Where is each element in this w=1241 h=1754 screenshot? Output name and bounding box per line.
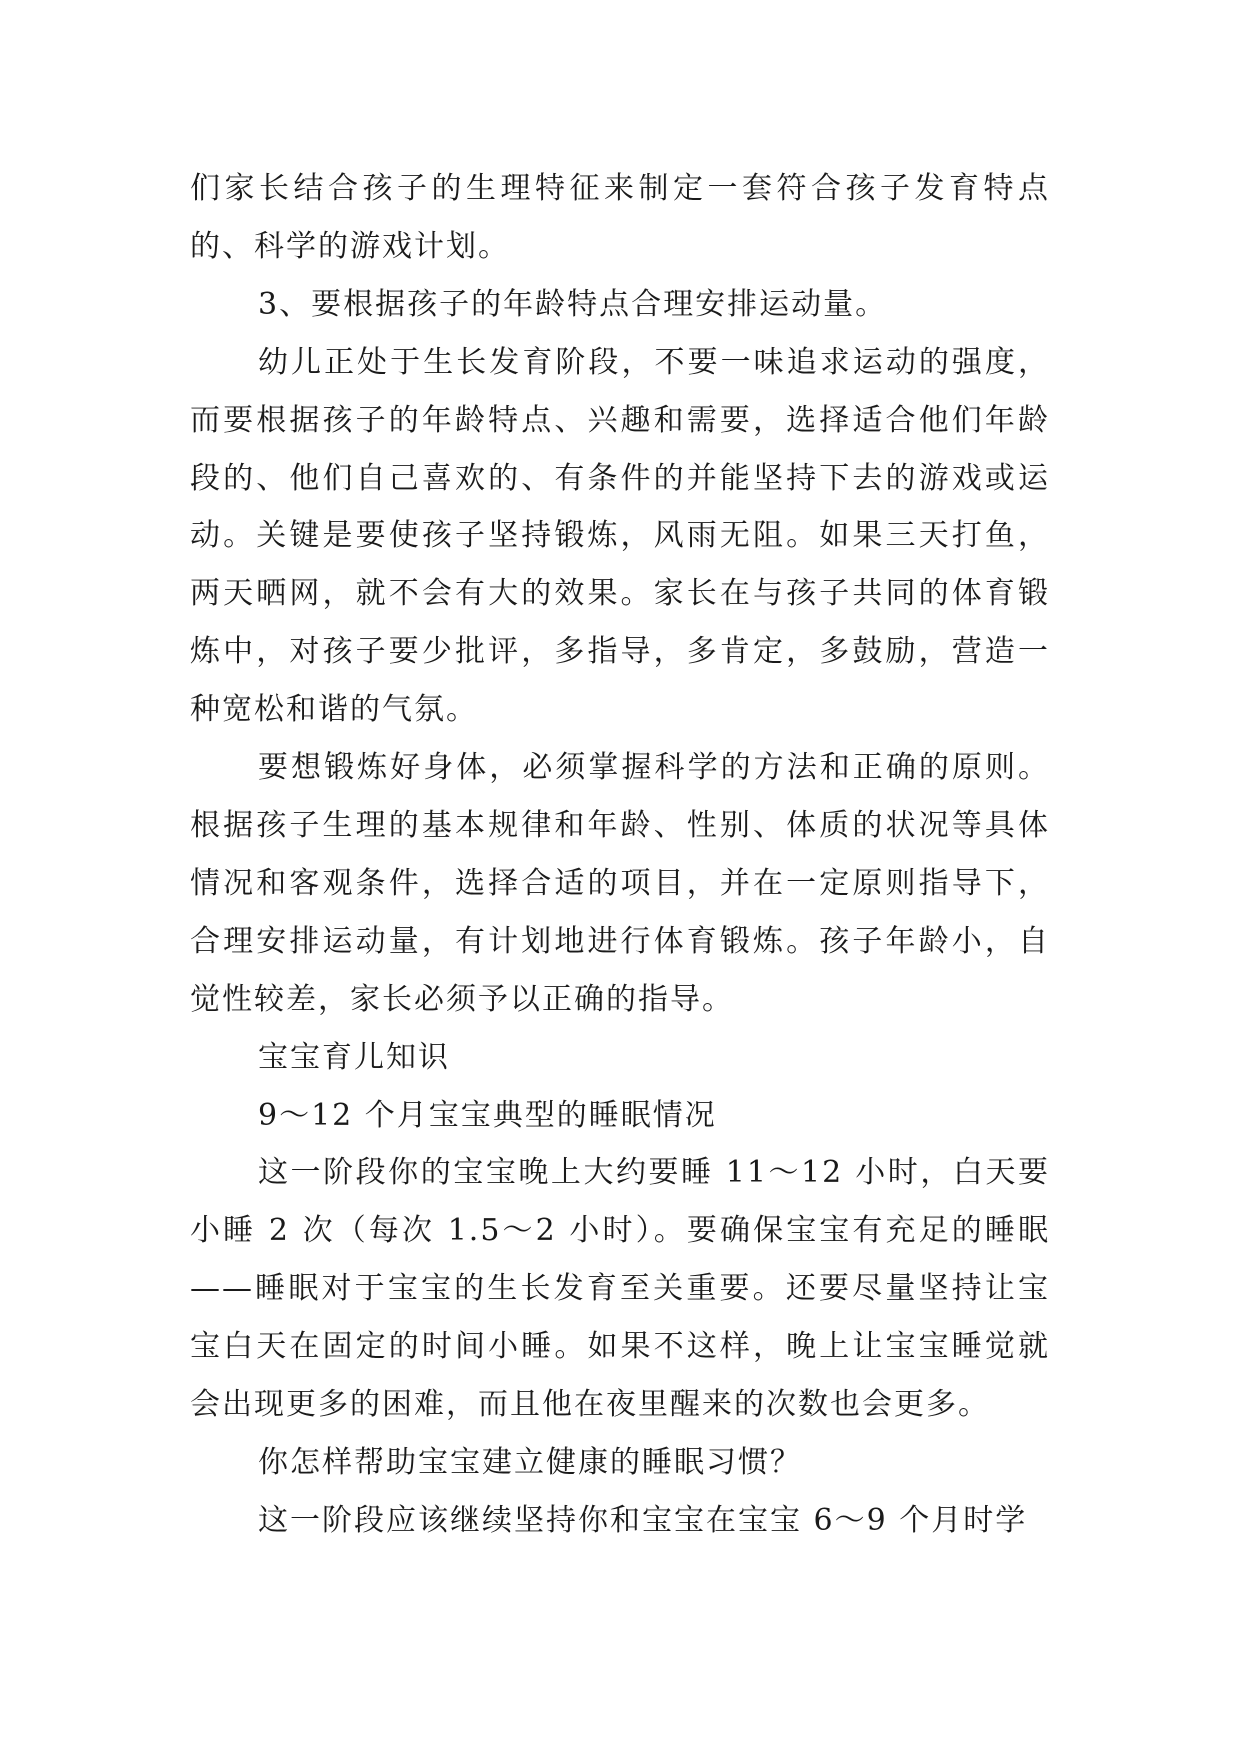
paragraph-exercise-principles: 要想锻炼好身体，必须掌握科学的方法和正确的原则。根据孩子生理的基本规律和年龄、性别、体质的状况等具体情况和客观条件，选择合适的项目，并在一定原则指导下，合理安排运动量，有计划地进行体育锻炼。孩子年龄小，自觉性较差，家长必须予以正确的指导。 [190,750,1050,1017]
document-page [190,160,1050,1550]
paragraph-heading-exercise: 3、要根据孩子的年龄特点合理安排运动量。 [258,286,888,322]
paragraph-section-title: 宝宝育儿知识 [258,1039,450,1075]
paragraph-exercise-intensity: 幼儿正处于生长发育阶段，不要一味追求运动的强度，而要根据孩子的年龄特点、兴趣和需要，选择适合他们年龄段的、他们自己喜欢的、有条件的并能坚持下去的游戏或运动。关键是要使孩子坚持锻炼，风雨无阻。如果三天打鱼，两天晒网，就不会有大的效果。家长在与孩子共同的体育锻炼中，对孩子要少批评，多指导，多肯定，多鼓励，营造一种宽松和谐的气氛。 [190,344,1050,728]
paragraph-sleep-habits: 这一阶段应该继续坚持你和宝宝在宝宝 6～9 个月时学 [258,1502,1028,1538]
paragraph-sleep-details: 这一阶段你的宝宝晚上大约要睡 11～12 小时，白天要小睡 2 次（每次 1.5～2 小时）。要确保宝宝有充足的睡眠——睡眠对于宝宝的生长发育至关重要。还要尽量坚持让宝宝白天在固定的时间小睡。如果不这样，晚上让宝宝睡觉就会出现更多的困难，而且他在夜里醒来的次数也会更多。 [190,1155,1050,1423]
paragraph-sleep-subtitle: 9～12 个月宝宝典型的睡眠情况 [258,1097,717,1133]
paragraph-sleep-question: 你怎样帮助宝宝建立健康的睡眠习惯？ [258,1444,802,1480]
paragraph-continuation: 们家长结合孩子的生理特征来制定一套符合孩子发育特点的、科学的游戏计划。 [190,171,1050,264]
